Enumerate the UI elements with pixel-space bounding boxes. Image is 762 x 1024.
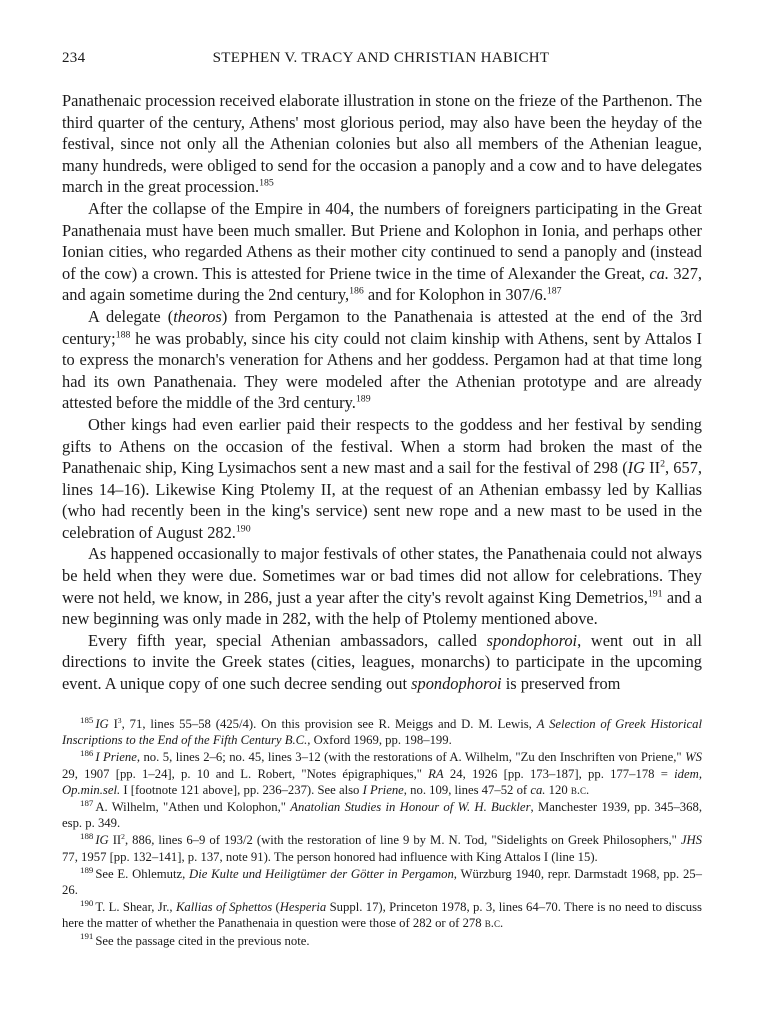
italic-run: Die Kulte und Heiligtümer der Götter in Pergamon <box>189 866 454 881</box>
footnote-186 <box>62 749 702 798</box>
text-run: Suppl. 17), Princeton 1978, p. 3, lines 64–70. There is no need to discuss here the matter of whether the Panathenaia in question were those of 282 or of 278 <box>62 900 702 931</box>
small-caps-run: b.c. <box>570 782 590 797</box>
text-run: , Würzburg 1940, repr. Darmstadt 1968, pp. 25–26. <box>62 866 702 898</box>
text-run: 77, 1957 [pp. 132–141], p. 137, note 91). The person honored had influence with King Attalos I (line 15). <box>62 849 598 864</box>
italic-run: ca. <box>649 263 669 283</box>
italic-run: idem, Op.min.sel. <box>62 766 702 797</box>
paragraph-1 <box>62 90 702 198</box>
footnote-number: 186 <box>80 748 94 759</box>
text-run: , Manchester 1939, pp. 345–368, esp. p. 349. <box>62 800 702 831</box>
text-run: , no. 5, lines 2–6; no. 45, lines 3–12 (with the restorations of A. Wilhelm, "Zu den Inschriften von Priene," <box>136 750 686 765</box>
running-head: STEPHEN V. TRACY AND CHRISTIAN HABICHT <box>212 50 550 66</box>
footnote-ref: 191 <box>647 588 663 600</box>
footnote-191 <box>62 933 702 949</box>
italic-run: JHS <box>680 833 703 848</box>
italic-run: WS <box>685 750 702 765</box>
text-run: ) from Pergamon to the Panathenaia is attested at the end of the 3rd century; <box>62 306 702 348</box>
italic-run: IG <box>627 458 645 478</box>
text-run: and for Kolophon in 307/6. <box>363 285 547 305</box>
italic-run: A Selection of Greek Historical Inscriptions to the End of the Fifth Century B.C. <box>62 717 702 748</box>
footnote-number: 185 <box>80 714 94 725</box>
text-run: he was probably, since his city could not claim kinship with Athens, sent by Attalos I to express the monarch's veneration for Athens and her goddess. Pergamon had at that time long had its own Panathenaia. They were modeled after the Athenian prototype and are already attested before the middle of the 3rd century. <box>62 328 702 413</box>
text-run: , went out in all directions to invite the Greek states (cities, leagues, monarchs) to participate in the upcoming event. A unique copy of one such decree sending out <box>62 630 702 694</box>
text-run: , Oxford 1969, pp. 198–199. <box>307 733 452 748</box>
small-caps-run: b.c. <box>484 916 504 931</box>
paragraph-6 <box>62 630 702 695</box>
page-number: 234 <box>62 50 86 66</box>
superscript: 2 <box>121 832 125 842</box>
text-run: A delegate ( <box>88 306 174 326</box>
text-run: A. Wilhelm, "Athen und Kolophon," <box>95 800 291 815</box>
footnote-number: 187 <box>80 797 94 808</box>
italic-run: IG <box>95 717 109 731</box>
text-run: T. L. Shear, Jr., <box>95 900 176 915</box>
italic-run: spondophoroi <box>411 674 502 694</box>
text-run: 327, and again sometime during the 2nd century, <box>62 263 702 305</box>
footnote-ref: 185 <box>259 177 274 189</box>
footnotes <box>62 716 702 950</box>
main-text <box>62 90 702 695</box>
paragraph-3 <box>62 306 702 414</box>
text-run: ( <box>272 900 280 915</box>
italic-run: I Priene <box>362 782 404 797</box>
text-run: Every fifth year, special Athenian ambassadors, called <box>88 630 487 650</box>
text-run: I [footnote 121 above], pp. 236–237). See also <box>120 782 363 797</box>
footnote-ref: 186 <box>349 285 364 297</box>
italic-run: I Priene <box>95 750 137 765</box>
text-run: Panathenaic procession received elaborate illustration in stone on the frieze of the Parthenon. The third quarter of the century, Athens' most glorious period, may also have been the heyday of the festival, since not only all the Athenian colonies but also all members of the Athenian league, many hundreds, were obliged to send for the occasion a panoply and a cow and to have delegates march in the great procession. <box>62 91 702 197</box>
page-header <box>62 50 700 72</box>
text-run: , no. 109, lines 47–52 of <box>403 782 531 797</box>
text-run: 24, 1926 [pp. 173–187], pp. 177–178 = <box>443 766 675 781</box>
text-run: As happened occasionally to major festivals of other states, the Panathenaia could not always be held when they were due. Sometimes war or bad times did not allow for celebrations. They were not held, we know, in 286, just a year after the city's revolt against King Demetrios, <box>62 544 702 607</box>
text-run: 120 <box>545 782 571 797</box>
footnote-185 <box>62 716 702 748</box>
text-run: , 71, lines 55–58 (425/4). On this provision see R. Meiggs and D. M. Lewis, <box>121 717 537 731</box>
italic-run: ca. <box>530 782 546 797</box>
superscript: 3 <box>117 715 122 725</box>
footnote-number: 190 <box>80 898 94 908</box>
footnote-number: 189 <box>80 864 94 875</box>
footnote-ref: 188 <box>115 329 131 341</box>
text-run: See E. Ohlemutz, <box>95 866 190 881</box>
italic-run: RA <box>428 766 444 781</box>
italic-run: Kallias of Sphettos <box>175 900 273 915</box>
italic-run: theoros <box>173 306 222 326</box>
text-run: , 657, lines 14–16). Likewise King Ptolemy II, at the request of an Athenian embassy led by Kallias (who had recently been in the king's service) sent new rope and a new mast to be used in the celebration of August 282. <box>62 458 702 542</box>
footnote-ref: 189 <box>355 393 371 405</box>
paragraph-4 <box>62 414 702 544</box>
text-run: is preserved from <box>501 674 621 694</box>
text-run: Other kings had even earlier paid their respects to the goddess and her festival by sending gifts to Athens on the occasion of the festival. When a storm had broken the mast of the Panathenaic ship, King Lysimachos sent a new mast and a sail for the festival of 298 ( <box>62 414 702 478</box>
paragraph-5 <box>62 543 702 629</box>
superscript: 2 <box>660 458 665 470</box>
footnote-ref: 187 <box>546 285 562 297</box>
text-run: I <box>108 717 118 731</box>
italic-run: Hesperia <box>279 900 327 915</box>
footnote-189 <box>62 866 702 898</box>
footnote-190 <box>62 899 702 931</box>
footnote-187 <box>62 799 702 831</box>
italic-run: IG <box>95 833 109 848</box>
footnote-number: 191 <box>80 931 94 942</box>
text-run: , 886, lines 6–9 of 193/2 (with the restoration of line 9 by M. N. Tod, "Sidelights on Greek Philosophers," <box>124 833 681 848</box>
footnote-188 <box>62 832 702 864</box>
italic-run: Anatolian Studies in Honour of W. H. Buckler <box>290 800 531 815</box>
footnote-ref: 190 <box>235 523 251 535</box>
text-run: After the collapse of the Empire in 404, the numbers of foreigners participating in the Great Panathenaia must have been much smaller. But Priene and Kolophon in Ionia, and perhaps other Ionian cities, who regarded Athens as their mother city continued to send a panoply and (instead of the cow) a crown. This is attested for Priene twice in the time of Alexander the Great, <box>62 198 702 283</box>
text-run: See the passage cited in the previous note. <box>95 933 310 948</box>
text-run: 29, 1907 [pp. 1–24], p. 10 and L. Robert, "Notes épigraphiques," <box>62 766 429 781</box>
italic-run: spondophoroi <box>486 630 578 650</box>
footnote-number: 188 <box>80 831 94 842</box>
text-run: and a new beginning was only made in 282, with the help of Ptolemy mentioned above. <box>62 587 702 629</box>
text-run: II <box>644 458 661 478</box>
text-run: II <box>108 833 122 848</box>
paragraph-2 <box>62 198 702 306</box>
